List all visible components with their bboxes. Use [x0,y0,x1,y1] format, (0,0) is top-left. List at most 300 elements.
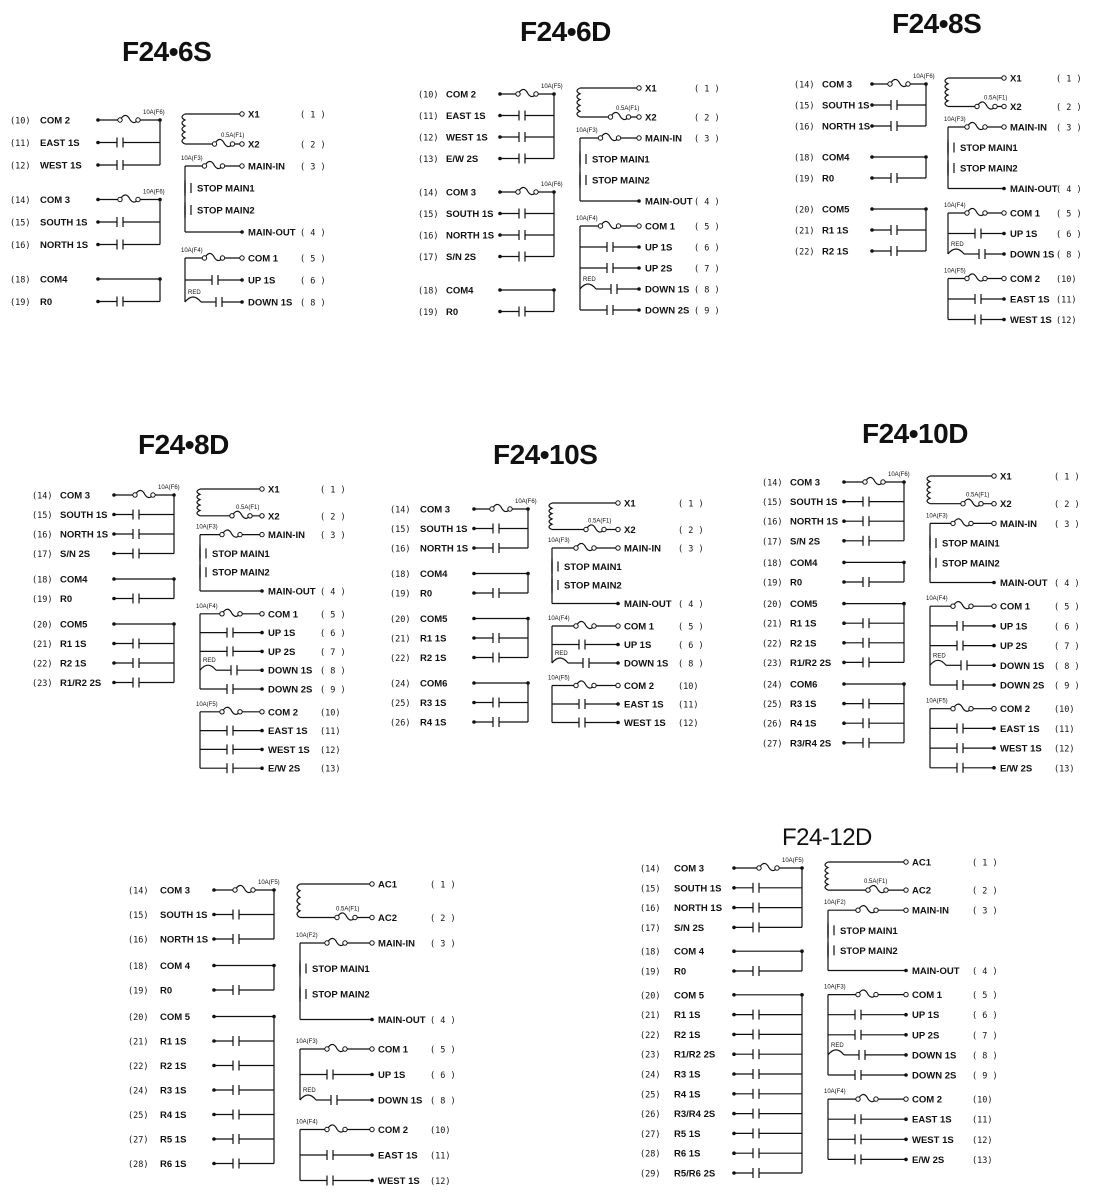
terminal-label: COM6 [790,679,818,691]
fuse-rating: 0.5A(F1) [236,504,260,511]
terminal-label: AC1 [912,857,932,869]
terminal-number: ( 2 ) [694,113,720,124]
terminal-row [32,678,174,690]
terminal-number: ( 5 ) [972,991,998,1002]
terminal-number: (24) [128,1086,149,1097]
terminal-label: COM4 [40,274,68,286]
terminal-number: (12) [10,161,31,172]
stop-label: STOP MAIN1 [564,562,622,573]
right-terminal-block [576,84,720,317]
panel-title: F24-12D [782,824,872,851]
terminal-row [10,217,160,229]
terminal-number: (12) [418,133,439,144]
terminal-row [196,604,346,621]
panel-title: F24•10S [493,439,598,470]
terminal-number: (22) [794,247,815,258]
terminal-row [926,513,1080,530]
terminal-row [185,275,326,287]
terminal-row [762,516,904,528]
terminal-label: COM 1 [645,221,676,233]
terminal-label: R4 1S [160,1110,187,1121]
terminal-number: ( 3 ) [430,939,456,950]
terminal-number: (15) [32,511,53,521]
terminal-number: (19) [640,967,661,978]
terminal-label: WEST 1S [268,744,310,756]
left-terminal-block [794,74,935,258]
terminal-label: COM 1 [1000,601,1031,613]
red-indicator-label: RED [933,653,946,660]
terminal-row [930,621,1080,633]
fuse-rating: 0.5A(F1) [616,106,640,112]
terminal-label: COM 2 [912,1094,943,1106]
terminal-label: S/N 2S [446,252,477,263]
terminal-row [794,246,926,258]
terminal-row [300,1088,456,1107]
terminal-number: (23) [762,658,783,669]
terminal-label: X2 [1000,499,1012,511]
terminal-number: ( 6 ) [972,1011,998,1022]
terminal-row [824,1089,992,1106]
terminal-label: X1 [248,109,260,121]
terminal-number: ( 3 ) [678,544,704,555]
red-indicator-label: RED [583,277,596,283]
terminal-label: WEST 1S [40,160,82,172]
left-terminal-block [10,110,165,308]
terminal-number: (11) [320,727,341,738]
panel-f24-6s [10,30,340,350]
terminal-label: X2 [268,511,280,523]
terminal-label: R3/R4 2S [674,1109,716,1121]
terminal-label: SOUTH 1S [40,217,88,229]
terminal-number: (15) [390,525,411,535]
terminal-number: ( 2 ) [678,526,704,536]
terminal-number: (18) [10,275,31,286]
terminal-label: MAIN-IN [1000,518,1037,530]
terminal-number: (11) [418,112,439,122]
terminal-number: (14) [794,80,815,91]
terminal-label: SOUTH 1S [60,510,108,521]
terminal-number: ( 8 ) [300,298,326,309]
panel-f24-12d [638,822,1008,1190]
panel-title: F24•8S [892,8,982,39]
terminal-label: COM 1 [912,990,943,1002]
terminal-label: E/W 2S [1000,763,1033,775]
terminal-number: ( 6 ) [1054,622,1080,633]
terminal-number: (14) [418,188,439,199]
terminal-row [418,286,556,297]
fuse-rating: 10A(F6) [913,74,935,80]
terminal-number: (17) [762,537,783,548]
terminal-label: MAIN-OUT [624,599,672,610]
terminal-number: (10) [972,1095,993,1106]
terminal-number: (16) [640,904,661,915]
terminal-row [200,684,346,696]
terminal-number: (27) [640,1129,661,1140]
terminal-number: (21) [794,226,815,237]
fuse-rating: 10A(F5) [944,268,966,275]
terminal-label: R3 1S [790,699,817,711]
terminal-row [200,726,340,738]
stop-label: STOP MAIN2 [212,567,270,579]
terminal-number: (18) [390,570,411,580]
terminal-row [128,1159,274,1171]
terminal-number: ( 8 ) [678,659,704,670]
left-terminal-block [32,485,180,689]
terminal-number: ( 5 ) [300,254,326,265]
right-terminal-block [926,472,1080,775]
terminal-number: (14) [32,491,53,502]
terminal-row [930,723,1074,735]
fuse-rating: 10A(F4) [926,596,948,603]
panel-title: F24•6S [122,36,212,67]
terminal-label: WEST 1S [1000,743,1042,755]
terminal-label: COM 2 [378,1125,409,1136]
terminal-number: (20) [390,615,411,625]
terminal-row [762,558,906,569]
terminal-number: ( 6 ) [320,629,346,640]
terminal-row [128,910,274,922]
terminal-label: X2 [248,139,260,151]
terminal-number: (27) [762,739,783,750]
terminal-label: AC2 [912,885,932,897]
terminal-label: R3/R4 2S [790,738,832,750]
red-indicator-label: RED [951,242,964,248]
terminal-number: (20) [762,600,783,611]
fuse-rating: 10A(F5) [782,858,804,864]
terminal-label: UP 1S [378,1070,406,1081]
terminal-label: COM 2 [268,707,299,719]
terminal-label: NORTH 1S [822,121,871,133]
terminal-row [548,538,704,555]
terminal-label: UP 1S [1010,229,1038,240]
terminal-number: ( 3 ) [694,134,720,145]
terminal-number: (11) [1054,724,1075,735]
terminal-label: R0 [790,577,803,589]
terminal-label: EAST 1S [1010,294,1050,306]
terminal-row [32,549,174,561]
terminal-label: MAIN-IN [1010,122,1047,134]
terminal-label: COM4 [60,574,88,586]
terminal-row [824,900,998,917]
terminal-label: EAST 1S [378,1150,418,1162]
terminal-number: (12) [320,745,341,756]
terminal-label: COM5 [822,204,850,216]
terminal-row [552,499,704,510]
terminal-label: UP 2S [912,1030,940,1042]
fuse-rating: 10A(F3) [824,984,846,991]
terminal-number: ( 4 ) [694,197,720,208]
terminal-label: COM 1 [378,1044,409,1056]
fuse-rating: 10A(F6) [143,189,165,196]
terminal-number: ( 1 ) [972,858,998,869]
left-terminal-block [640,858,804,1180]
terminal-row [640,1029,802,1041]
left-terminal-block [128,880,280,1170]
terminal-label: R1 1S [674,1010,701,1022]
terminal-row [418,182,563,199]
fuse-rating: 10A(F3) [181,156,203,162]
terminal-row [640,922,802,934]
fuse-rating: 10A(F5) [196,701,218,708]
terminal-row [185,202,255,218]
terminal-row [948,242,1082,261]
terminal-label: X1 [268,484,280,496]
terminal-row [552,718,698,730]
terminal-label: R2 1S [790,638,817,650]
terminal-row [640,990,804,1001]
terminal-number: (12) [430,1177,451,1187]
terminal-label: R1 1S [790,618,817,630]
terminal-label: AC2 [378,913,398,924]
terminal-label: R2 1S [674,1029,701,1041]
terminal-row [930,641,1080,653]
terminal-number: ( 5 ) [678,622,704,633]
terminal-number: (21) [390,634,411,645]
terminal-number: (11) [972,1115,993,1126]
terminal-number: ( 2 ) [430,914,456,924]
terminal-row [948,315,1076,327]
terminal-number: (19) [10,298,31,308]
terminal-label: MAIN-OUT [268,586,316,598]
terminal-number: ( 5 ) [1054,602,1080,613]
terminal-row [762,638,904,650]
terminal-number: (16) [128,935,149,946]
terminal-label: DOWN 2S [645,305,690,317]
terminal-number: (20) [640,991,661,1002]
terminal-row [580,138,720,208]
terminal-row [824,985,998,1002]
terminal-label: R0 [420,588,433,600]
terminal-row [300,1070,456,1082]
terminal-label: EAST 1S [268,726,308,738]
terminal-row [128,1110,274,1122]
terminal-row [418,132,554,144]
terminal-label: COM4 [790,557,818,569]
right-terminal-block [181,110,326,309]
terminal-number: (16) [762,517,783,528]
terminal-number: ( 4 ) [678,600,704,610]
terminal-row [32,575,176,586]
terminal-label: WEST 1S [624,718,666,729]
terminal-number: (15) [128,911,149,921]
panel-f24-8s [790,4,1090,334]
panel-title: F24•10D [862,418,968,449]
terminal-row [390,633,528,645]
terminal-number: (17) [32,550,53,560]
terminal-number: (11) [678,700,699,711]
terminal-number: (15) [794,101,815,112]
terminal-row [548,616,704,633]
terminal-row [828,910,998,977]
panel-f24-6d [412,12,732,342]
terminal-number: (20) [794,205,815,216]
terminal-label: MAIN-IN [912,905,949,917]
terminal-row [640,1109,802,1121]
terminal-row [640,1128,802,1140]
right-terminal-block [944,74,1082,327]
terminal-number: ( 3 ) [972,906,998,917]
stop-label: STOP MAIN1 [212,548,270,560]
terminal-number: (28) [640,1149,661,1160]
terminal-number: (18) [418,286,439,297]
terminal-label: COM 5 [160,1012,191,1023]
stop-label: STOP MAIN1 [942,538,1000,550]
terminal-number: (21) [762,619,783,630]
terminal-number: ( 7 ) [320,647,346,658]
terminal-row [418,230,554,242]
terminal-number: (15) [762,498,783,509]
terminal-row [640,1089,802,1101]
terminal-label: COM 3 [420,504,451,516]
terminal-label: COM 1 [624,621,655,633]
terminal-number: ( 9 ) [694,306,720,317]
terminal-label: X1 [645,83,657,95]
schematic [28,425,358,775]
terminal-number: (12) [678,719,699,729]
terminal-number: (22) [128,1062,149,1072]
terminal-row [296,1120,450,1137]
terminal-row [828,1114,992,1126]
terminal-row [640,883,802,895]
terminal-number: (19) [128,986,149,997]
panel-title: F24•6D [520,16,611,47]
terminal-label: DOWN 1S [645,284,690,296]
terminal-row [930,743,1074,755]
terminal-row [944,203,1082,220]
terminal-row [390,679,530,690]
terminal-row [32,620,176,631]
terminal-row [196,525,346,542]
terminal-row [390,588,528,600]
terminal-number: (16) [390,544,411,555]
stop-label: STOP MAIN2 [564,580,622,592]
terminal-label: COM 1 [248,253,279,265]
terminal-label: X1 [624,498,636,510]
terminal-label: UP 2S [645,263,673,275]
terminal-row [762,599,906,610]
terminal-row [10,160,160,172]
schematic [10,30,340,350]
terminal-number: ( 6 ) [678,641,704,651]
terminal-number: ( 4 ) [320,587,346,598]
stop-label: STOP MAIN2 [960,163,1018,175]
terminal-label: R5 1S [160,1134,187,1146]
left-terminal-block [762,472,910,749]
terminal-row [552,559,622,575]
terminal-number: ( 4 ) [300,228,326,239]
terminal-row [828,1154,992,1166]
terminal-label: SOUTH 1S [446,209,494,220]
schematic [758,414,1088,775]
terminal-number: (22) [762,639,783,650]
terminal-row [948,294,1076,306]
terminal-row [390,569,530,580]
terminal-label: MAIN-OUT [1000,578,1048,589]
panel-f24-10s [388,435,708,735]
terminal-number: (20) [32,620,53,631]
terminal-row [828,942,898,958]
fuse-rating: 10A(F3) [548,538,570,544]
terminal-number: ( 3 ) [1054,519,1080,530]
terminal-number: (10) [1056,275,1077,285]
terminal-row [185,290,326,309]
terminal-number: (22) [390,654,411,664]
fuse-rating: 0.5A(F1) [984,95,1008,102]
terminal-row [548,676,698,693]
terminal-row [762,699,904,711]
terminal-label: WEST 1S [912,1134,954,1146]
terminal-number: (18) [794,153,815,164]
schematic [638,822,1008,1190]
terminal-label: SOUTH 1S [674,883,722,895]
terminal-number: (19) [762,578,783,589]
fuse-rating: 10A(F4) [576,216,598,222]
terminal-label: DOWN 1S [1000,660,1045,672]
terminal-label: S/N 2S [60,549,91,560]
terminal-label: R5/R6 2S [674,1168,716,1180]
terminal-number: (21) [128,1037,149,1048]
terminal-label: UP 2S [1000,641,1028,653]
fuse-rating: 0.5A(F1) [588,518,612,525]
terminal-number: (11) [1056,295,1077,306]
terminal-label: COM 3 [674,863,705,875]
terminal-row [300,961,370,977]
fuse-rating: 10A(F6) [143,110,165,116]
terminal-row [794,173,926,185]
stop-label: STOP MAIN1 [592,154,650,166]
terminal-label: R0 [674,966,687,978]
terminal-row [128,1012,276,1023]
terminal-label: COM 2 [446,89,477,101]
terminal-row [794,205,928,216]
terminal-label: UP 1S [248,275,276,287]
terminal-row [762,577,904,589]
terminal-row [32,658,174,670]
fuse-rating: 10A(F2) [824,900,846,907]
terminal-label: R1 1S [160,1036,187,1048]
terminal-row [10,275,162,286]
terminal-number: (19) [794,174,815,185]
terminal-number: ( 9 ) [320,685,346,696]
terminal-row [828,1043,998,1062]
terminal-row [300,943,456,1026]
terminal-number: (18) [128,962,149,972]
terminal-row [418,307,554,319]
terminal-number: ( 5 ) [430,1045,456,1056]
terminal-number: ( 1 ) [430,880,456,891]
terminal-row [200,564,270,580]
terminal-label: X1 [1000,471,1012,483]
terminal-number: (10) [430,1126,451,1136]
terminal-row [128,1036,274,1048]
terminal-number: ( 1 ) [1054,472,1080,483]
terminal-row [10,240,160,252]
terminal-row [32,485,180,502]
terminal-label: R1 1S [822,225,849,237]
terminal-number: ( 3 ) [1056,123,1082,134]
terminal-label: X2 [1010,102,1022,113]
terminal-label: R1/R2 2S [60,678,102,689]
terminal-label: EAST 1S [912,1114,952,1126]
terminal-label: R3 1S [674,1069,701,1081]
terminal-label: COM 2 [40,115,71,127]
schematic [128,860,468,1187]
terminal-label: SOUTH 1S [822,100,870,112]
terminal-number: (14) [128,886,149,897]
terminal-label: COM 3 [790,477,821,489]
terminal-number: ( 2 ) [1054,500,1080,511]
stop-label: STOP MAIN1 [960,143,1018,154]
